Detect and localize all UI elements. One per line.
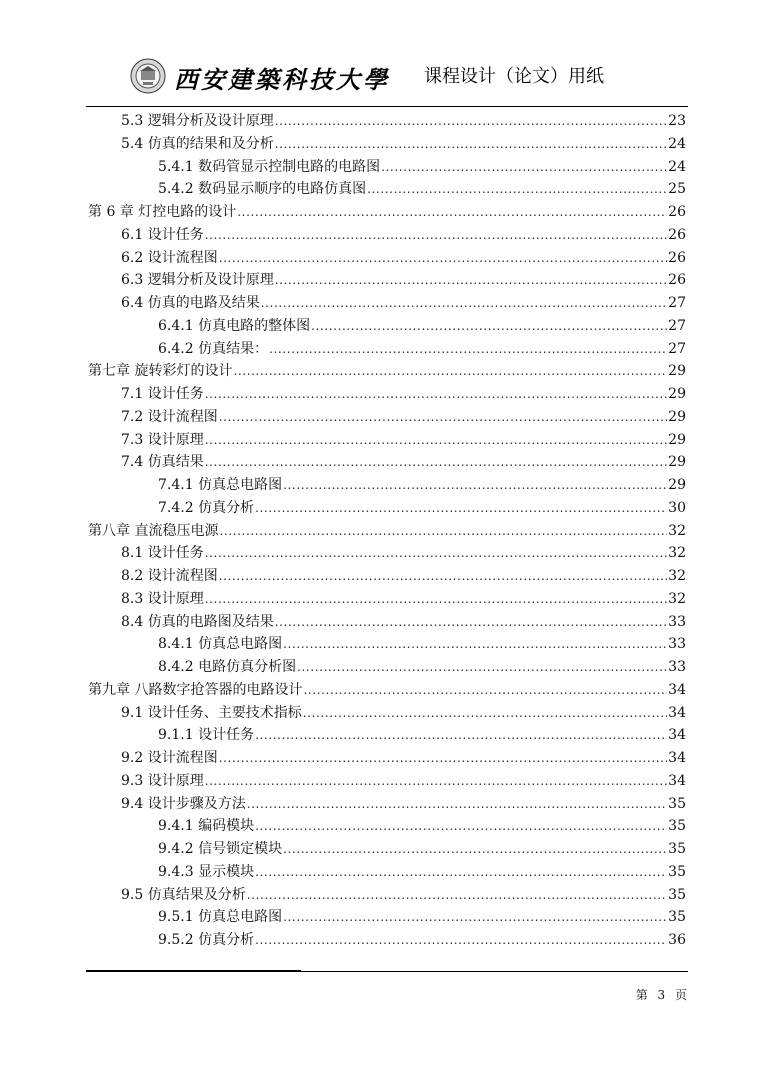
toc-entry[interactable] [88,269,686,292]
toc-entry-title: 9.4.3 显示模块 [158,863,255,880]
toc-entry-page: 26 [668,249,686,266]
toc-entry-page: 34 [668,750,686,766]
toc-entry-title: 第 6 章 灯控电路的设计 [88,204,237,220]
toc-entry[interactable] [88,679,686,702]
toc-entry-title: 第七章 旋转彩灯的设计 [88,363,233,380]
toc-entry-title: 8.3 设计原理 [121,590,204,607]
toc-entry-page: 30 [668,499,686,516]
toc-entry-title: 8.4.1 仿真总电路图 [158,636,283,653]
toc-dot-leader [255,724,667,747]
toc-entry-title: 8.4.2 电路仿真分析图 [158,659,297,675]
toc-entry-title: 5.3 逻辑分析及设计原理 [121,113,274,129]
toc-entry-page: 35 [668,863,686,880]
toc-entry[interactable] [88,360,686,383]
toc-entry-page: 32 [668,522,686,539]
toc-entry-title: 7.2 设计流程图 [121,408,218,425]
toc-dot-leader [219,406,667,429]
toc-entry-page: 33 [668,636,686,653]
toc-entry-title: 8.4 仿真的电路图及结果 [121,613,274,630]
toc-dot-leader [233,360,667,383]
toc-entry[interactable] [88,201,686,224]
toc-entry-title: 6.4.2 仿真结果： [158,340,269,357]
toc-dot-leader [303,702,667,725]
toc-dot-leader [283,633,667,656]
toc-entry-title: 5.4 仿真的结果和及分析 [121,135,274,152]
toc-entry[interactable] [88,929,686,952]
toc-dot-leader [255,861,667,884]
toc-dot-leader [275,110,667,133]
toc-entry[interactable] [88,156,686,179]
toc-entry-page: 29 [668,431,686,448]
toc-entry-page: 26 [668,204,686,220]
toc-entry-page: 35 [668,841,686,857]
header-divider [86,106,688,107]
toc-entry[interactable] [88,133,686,156]
toc-entry-page: 33 [668,613,686,630]
toc-entry[interactable] [88,861,686,884]
toc-dot-leader [205,770,667,793]
toc-dot-leader [205,224,667,247]
toc-entry-title: 5.4.1 数码管显示控制电路的电路图 [158,158,381,175]
toc-entry-page: 29 [668,363,686,380]
toc-entry-title: 7.4.2 仿真分析 [158,499,255,516]
toc-entry-title: 9.1 设计任务、主要技术指标 [121,704,302,721]
toc-entry-page: 34 [668,727,686,744]
toc-entry-title: 5.4.2 数码显示顺序的电路仿真图 [158,181,367,198]
toc-entry-page: 35 [668,795,686,812]
toc-dot-leader [275,269,667,292]
toc-entry-title: 第九章 八路数字抢答器的电路设计 [88,681,303,698]
toc-entry-page: 35 [668,818,686,835]
toc-entry[interactable] [88,383,686,406]
toc-entry-title: 9.5.2 仿真分析 [158,932,255,948]
toc-entry[interactable] [88,292,686,315]
toc-entry[interactable] [88,770,686,793]
page-header [86,56,688,96]
table-of-contents [88,110,686,952]
toc-entry-page: 32 [668,545,686,562]
page-number: 第 3 页 [635,988,687,1002]
toc-entry-title: 7.4.1 仿真总电路图 [158,477,283,493]
toc-entry-title: 8.2 设计流程图 [121,568,218,584]
toc-entry-page: 29 [668,477,686,493]
toc-entry[interactable] [88,724,686,747]
toc-dot-leader [275,133,667,156]
toc-entry-title: 7.4 仿真结果 [121,454,204,471]
toc-dot-leader [255,929,667,952]
toc-entry-page: 34 [668,772,686,789]
toc-entry[interactable] [88,338,686,361]
toc-dot-leader [275,611,667,634]
toc-entry-title: 9.5.1 仿真总电路图 [158,909,283,926]
toc-entry-title: 9.4.2 信号锁定模块 [158,841,283,857]
university-seal-icon [130,58,166,94]
toc-entry[interactable] [88,793,686,816]
toc-entry[interactable] [88,747,686,770]
toc-dot-leader [283,906,667,929]
toc-entry-page: 29 [668,386,686,402]
document-type: 课程设计（论文）用纸 [424,66,604,87]
toc-dot-leader [255,815,667,838]
toc-entry-title: 6.2 设计流程图 [121,249,218,266]
toc-entry[interactable] [88,702,686,725]
toc-dot-leader [283,474,667,497]
toc-entry-title: 9.4 设计步骤及方法 [121,795,246,812]
toc-dot-leader [237,201,667,224]
toc-dot-leader [247,793,667,816]
toc-entry-title: 9.1.1 设计任务 [158,727,255,744]
toc-entry-page: 34 [668,681,686,698]
toc-entry[interactable] [88,838,686,861]
toc-entry[interactable] [88,406,686,429]
toc-entry-page: 23 [668,113,686,129]
toc-dot-leader [381,156,667,179]
toc-entry[interactable] [88,497,686,520]
toc-dot-leader [205,451,667,474]
toc-entry[interactable] [88,520,686,543]
toc-dot-leader [303,679,667,702]
toc-entry-page: 25 [668,181,686,198]
toc-entry-page: 36 [668,932,686,948]
university-name: 西安建築科技大學 [174,65,390,94]
toc-dot-leader [297,656,667,679]
toc-entry-page: 24 [668,135,686,152]
toc-dot-leader [205,383,667,406]
toc-entry[interactable] [88,588,686,611]
toc-entry-title: 7.1 设计任务 [121,386,204,402]
toc-entry-page: 32 [668,590,686,607]
toc-entry-title: 9.3 设计原理 [121,772,204,789]
toc-dot-leader [219,565,667,588]
toc-dot-leader [205,588,667,611]
toc-entry-page: 35 [668,909,686,926]
toc-entry[interactable] [88,178,686,201]
toc-entry-page: 26 [668,226,686,243]
toc-entry-title: 9.2 设计流程图 [121,750,218,766]
toc-entry-title: 9.5 仿真结果及分析 [121,886,246,903]
toc-entry-title: 9.4.1 编码模块 [158,818,255,835]
toc-entry-title: 6.1 设计任务 [121,226,204,243]
toc-entry-page: 24 [668,158,686,175]
toc-entry-page: 32 [668,568,686,584]
toc-entry[interactable] [88,656,686,679]
toc-entry-page: 26 [668,272,686,289]
toc-entry-title: 6.3 逻辑分析及设计原理 [121,272,274,289]
toc-dot-leader [219,520,667,543]
toc-entry[interactable] [88,224,686,247]
toc-entry[interactable] [88,565,686,588]
toc-entry[interactable] [88,884,686,907]
toc-entry-title: 6.4.1 仿真电路的整体图 [158,317,311,334]
toc-dot-leader [205,429,667,452]
toc-entry[interactable] [88,633,686,656]
toc-entry[interactable] [88,247,686,270]
toc-entry-page: 27 [668,340,686,357]
toc-dot-leader [255,497,667,520]
toc-entry-page: 29 [668,454,686,471]
toc-entry-title: 7.3 设计原理 [121,431,204,448]
toc-entry[interactable] [88,110,686,133]
toc-entry[interactable] [88,815,686,838]
toc-entry-title: 8.1 设计任务 [121,545,204,562]
toc-entry-page: 29 [668,408,686,425]
toc-entry-page: 35 [668,886,686,903]
toc-entry-title: 第八章 直流稳压电源 [88,522,219,539]
footer-divider [86,971,688,972]
toc-dot-leader [367,178,667,201]
toc-entry[interactable] [88,451,686,474]
toc-dot-leader [311,315,667,338]
toc-entry-page: 34 [668,704,686,721]
toc-entry[interactable] [88,906,686,929]
toc-entry[interactable] [88,542,686,565]
toc-dot-leader [283,838,667,861]
toc-entry[interactable] [88,429,686,452]
toc-entry[interactable] [88,315,686,338]
toc-dot-leader [261,292,667,315]
toc-entry[interactable] [88,611,686,634]
toc-dot-leader [205,542,667,565]
toc-dot-leader [269,338,667,361]
toc-entry-title: 6.4 仿真的电路及结果 [121,295,260,311]
toc-entry-page: 27 [668,295,686,311]
toc-dot-leader [219,747,667,770]
toc-entry-page: 33 [668,659,686,675]
toc-dot-leader [247,884,667,907]
toc-entry-page: 27 [668,317,686,334]
toc-dot-leader [219,247,667,270]
toc-entry[interactable] [88,474,686,497]
